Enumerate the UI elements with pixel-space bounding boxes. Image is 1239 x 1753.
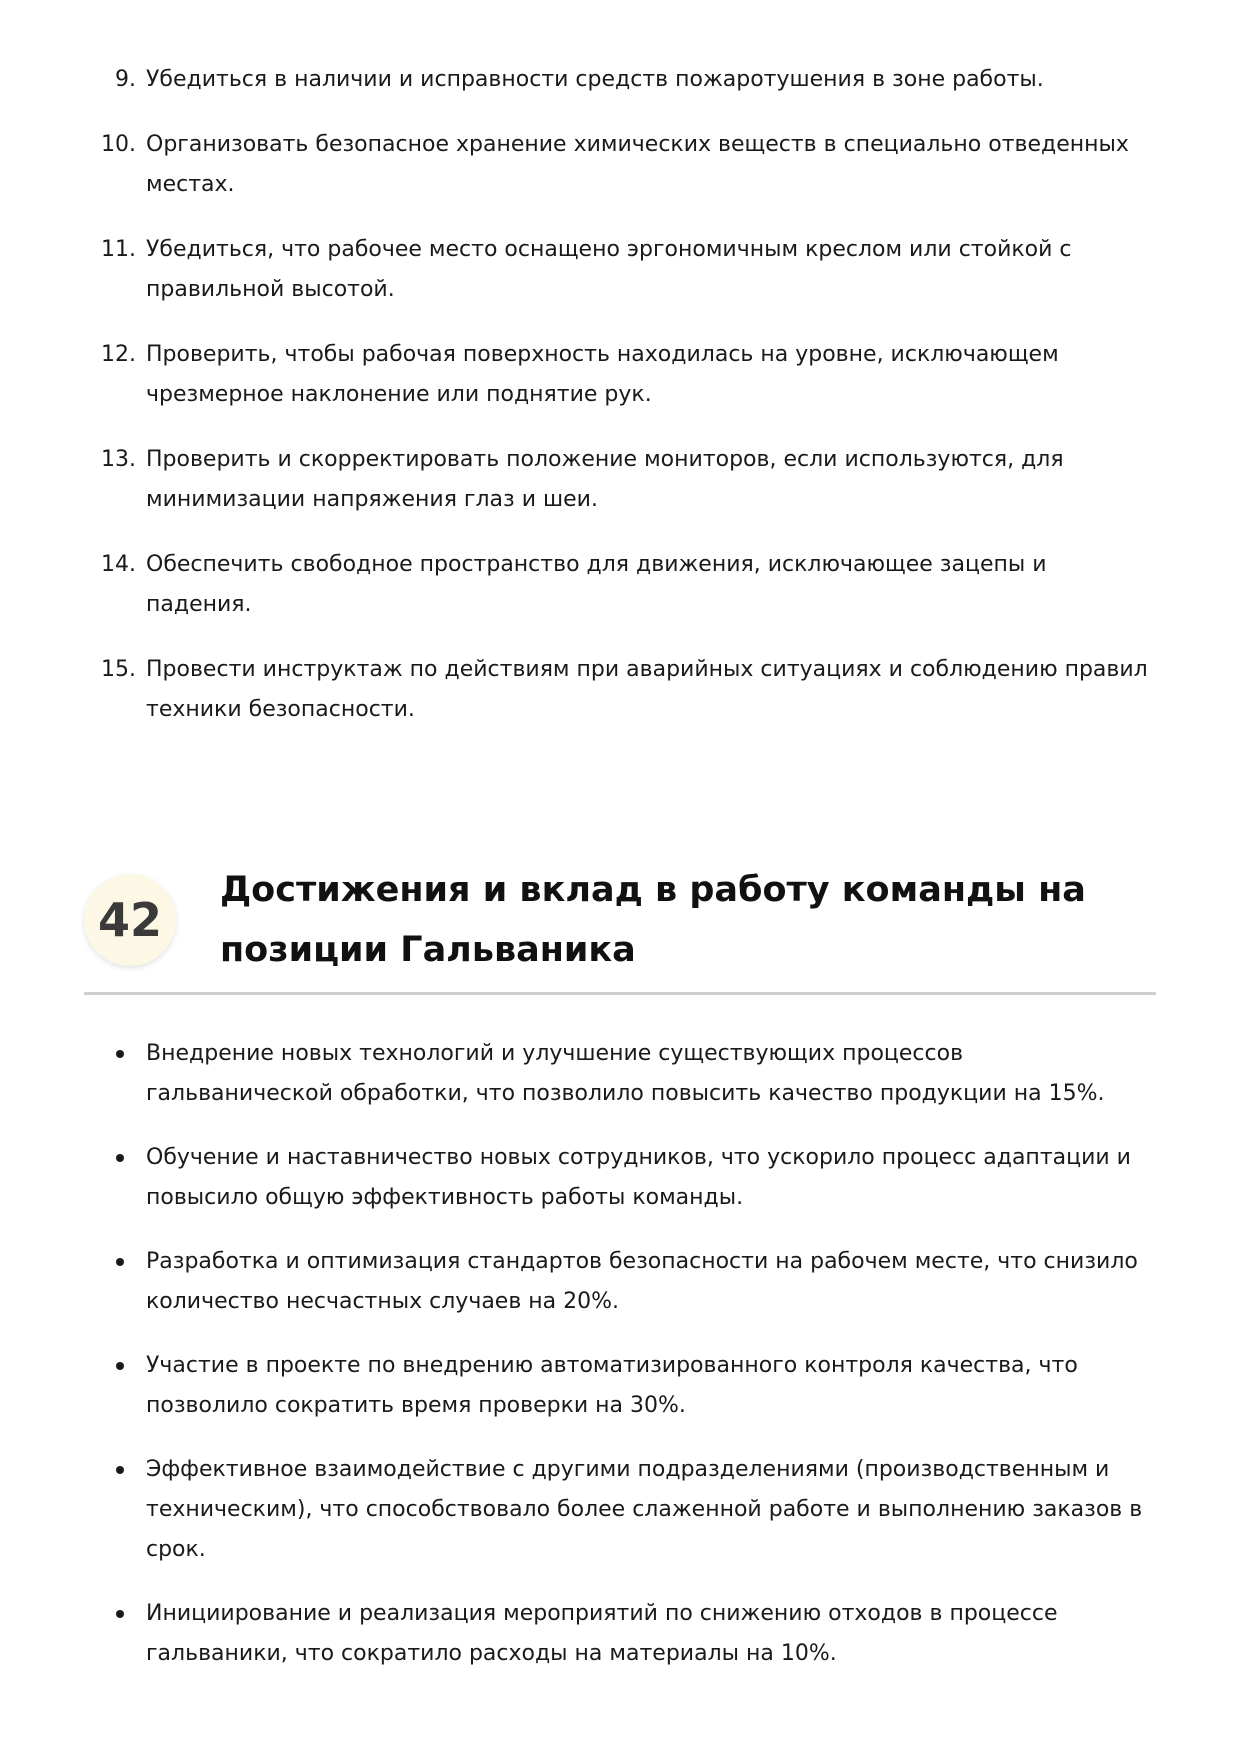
- list-item-text: Разработка и оптимизация стандартов безопасности на рабочем месте, что снизило количество несчастных случаев на 20%.: [146, 1249, 1138, 1314]
- bullet-icon: [116, 1154, 124, 1162]
- list-item-text: Организовать безопасное хранение химических веществ в специально отведенных местах.: [146, 132, 1129, 197]
- list-item-number: 12.: [101, 342, 136, 367]
- list-item-number: 14.: [101, 552, 136, 577]
- list-item: [101, 335, 1156, 415]
- list-item-number: 15.: [101, 657, 136, 682]
- list-item-text: Убедиться в наличии и исправности средств пожаротушения в зоне работы.: [146, 67, 1044, 92]
- bullet-icon: [116, 1258, 124, 1266]
- bullet-list: [106, 1034, 1156, 1698]
- section-title: Достижения и вклад в работу команды на позиции Гальваника: [220, 870, 1086, 970]
- bullet-icon: [116, 1610, 124, 1618]
- list-item: [106, 1346, 1156, 1426]
- list-item: [101, 230, 1156, 310]
- list-item-text: Провести инструктаж по действиям при аварийных ситуациях и соблюдению правил техники безопасности.: [146, 657, 1148, 722]
- list-item-number: 13.: [101, 447, 136, 472]
- bullet-icon: [116, 1050, 124, 1058]
- list-item: [101, 125, 1156, 205]
- list-item-text: Эффективное взаимодействие с другими подразделениями (производственным и техническим), что способствовало более слаженной работе и выполнению заказов в срок.: [146, 1457, 1143, 1562]
- section-header: [84, 866, 1156, 995]
- list-item-text: Проверить, чтобы рабочая поверхность находилась на уровне, исключающем чрезмерное наклонение или поднятие рук.: [146, 342, 1059, 407]
- list-item-text: Внедрение новых технологий и улучшение существующих процессов гальванической обработки, что позволило повысить качество продукции на 15%.: [146, 1041, 1105, 1106]
- list-item: [106, 1138, 1156, 1218]
- bullet-icon: [116, 1362, 124, 1370]
- list-item: [106, 1450, 1156, 1570]
- list-item-number: 9.: [115, 67, 136, 92]
- list-item-number: 11.: [101, 237, 136, 262]
- list-item: [106, 1242, 1156, 1322]
- list-item-text: Убедиться, что рабочее место оснащено эргономичным креслом или стойкой с правильной высотой.: [146, 237, 1072, 302]
- list-item-text: Участие в проекте по внедрению автоматизированного контроля качества, что позволило сократить время проверки на 30%.: [146, 1353, 1078, 1418]
- section-number-badge: 42: [84, 874, 176, 966]
- list-item: [106, 1594, 1156, 1674]
- list-item: [106, 1034, 1156, 1114]
- list-item-text: Обеспечить свободное пространство для движения, исключающее зацепы и падения.: [146, 552, 1047, 617]
- numbered-list: [101, 60, 1156, 755]
- list-item-text: Проверить и скорректировать положение мониторов, если используются, для минимизации напряжения глаз и шеи.: [146, 447, 1064, 512]
- list-item-number: 10.: [101, 132, 136, 157]
- list-item: [101, 650, 1156, 730]
- bullet-icon: [116, 1466, 124, 1474]
- list-item: [101, 440, 1156, 520]
- list-item-text: Инициирование и реализация мероприятий по снижению отходов в процессе гальваники, что сократило расходы на материалы на 10%.: [146, 1601, 1058, 1666]
- list-item-text: Обучение и наставничество новых сотрудников, что ускорило процесс адаптации и повысило общую эффективность работы команды.: [146, 1145, 1131, 1210]
- list-item: [106, 60, 1156, 100]
- list-item: [101, 545, 1156, 625]
